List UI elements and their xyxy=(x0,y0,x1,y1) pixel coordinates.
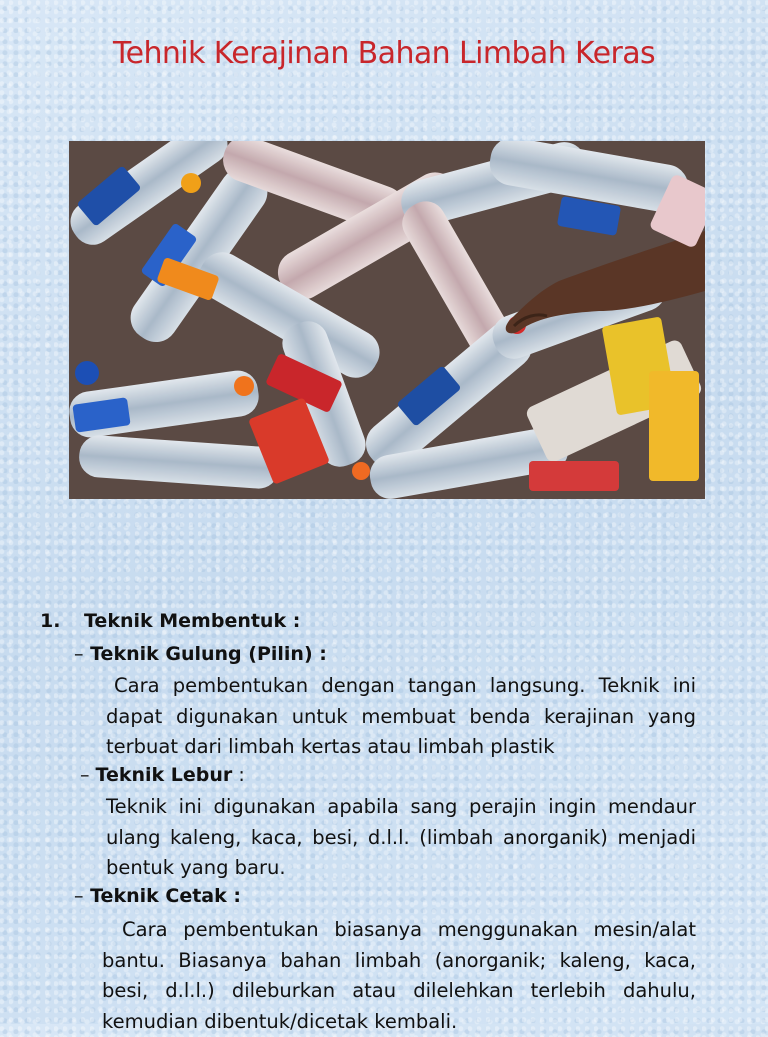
slide-title: Tehnik Kerajinan Bahan Limbah Keras xyxy=(112,36,656,71)
item-lebur-body: Teknik ini digunakan apabila sang perajin ingin mendaur ulang kaleng, kaca, besi, d.l.l. (limbah anorganik) menjadi bentuk yang baru. xyxy=(106,795,696,879)
item-cetak-body: Cara pembentukan biasanya menggunakan mesin/alat bantu. Biasanya bahan limbah (anorganik; kaleng, kaca, besi, d.l.l.) dileburkan atau dilelehkan terlebih dahulu, kemudian dibentuk/dicetak kembali. xyxy=(102,918,696,1033)
list-number: 1. xyxy=(40,610,61,632)
item-suffix: : xyxy=(232,764,245,786)
item-label: Teknik Lebur xyxy=(95,764,233,786)
item-label: Teknik Gulung (Pilin) : xyxy=(90,643,327,665)
section-heading: Teknik Membentuk : xyxy=(84,610,301,632)
dash: – xyxy=(80,764,90,786)
item-cetak-heading xyxy=(74,885,241,907)
dash: – xyxy=(74,643,84,665)
plastic-bottles-photo xyxy=(69,141,705,499)
item-gulung-heading xyxy=(74,643,327,665)
item-label: Teknik Cetak : xyxy=(90,885,241,907)
item-gulung-body: Cara pembentukan dengan tangan langsung. Teknik ini dapat digunakan untuk membuat benda kerajinan yang terbuat dari limbah kertas atau limbah plastik xyxy=(106,674,696,758)
dash: – xyxy=(74,885,84,907)
item-lebur-heading xyxy=(80,764,245,786)
